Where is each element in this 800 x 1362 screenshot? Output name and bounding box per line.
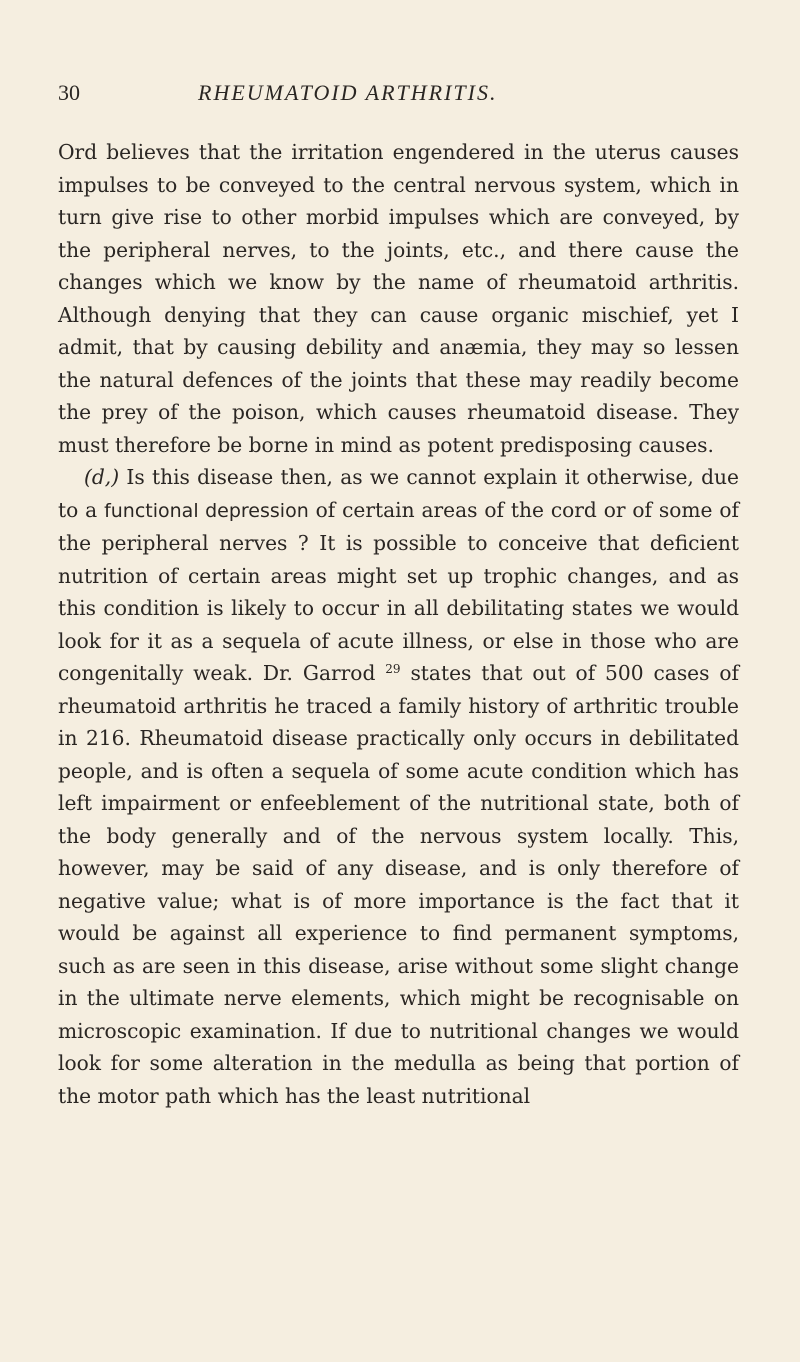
running-head: RHEUMATOID ARTHRITIS. [198, 80, 498, 105]
paragraph-ord-theory: Ord believes that the irritation engendered in the uterus causes impulses to be conveyed to the central nervous system, which in turn give rise to other morbid impulses which are conveyed, by the peripheral nerves, to the joints, etc., and there cause the changes which we know by the name of rheumatoid arthritis. Although denying that they can cause organic mischief, yet I admit, that by causing debility and anæmia, they may so lessen the natural defences of the joints that these may readily become the prey of the poison, which causes rheumatoid disease. They must therefore be borne in mind as potent predisposing causes. [58, 140, 739, 457]
paragraph-functional-depression [58, 461, 739, 1112]
body-text [58, 136, 739, 1112]
section-marker: (d,) [84, 465, 120, 489]
paragraph-text-part-1: Is this disease then, as we cannot explain it otherwise, due to a [58, 465, 739, 522]
reference-number: 29 [385, 662, 401, 676]
emphasized-phrase: functional depression [104, 499, 309, 522]
paragraph-text-part-3: states that out of 500 cases of rheumatoid arthritis he traced a family history of arthritic trouble in 216. Rheumatoid disease practically only occurs in debilitated people, and is often a sequela of some acute condition which has left impairment or enfeeblement of the nutritional state, both of the body generally and of the nervous system locally. This, however, may be said of any disease, and is only therefore of negative value; what is of more importance is the fact that it would be against all experience to find permanent symptoms, such as are seen in this disease, arise without some slight change in the ultimate nerve elements, which might be recognisable on microscopic examination. If due to nutritional changes we would look for some alteration in the medulla as being that portion of the motor path which has the least nutritional [58, 661, 739, 1108]
paragraph-text-part-2: of certain areas of the cord or of some of the peripheral nerves ? It is possible to conceive that deficient nutrition of certain areas might set up trophic changes, and as this condition is likely to occur in all debilitating states we would look for it as a sequela of acute illness, or else in those who are congenitally weak. Dr. Garrod [58, 497, 740, 685]
page-number: 30 [58, 80, 80, 105]
page-header [58, 80, 718, 116]
